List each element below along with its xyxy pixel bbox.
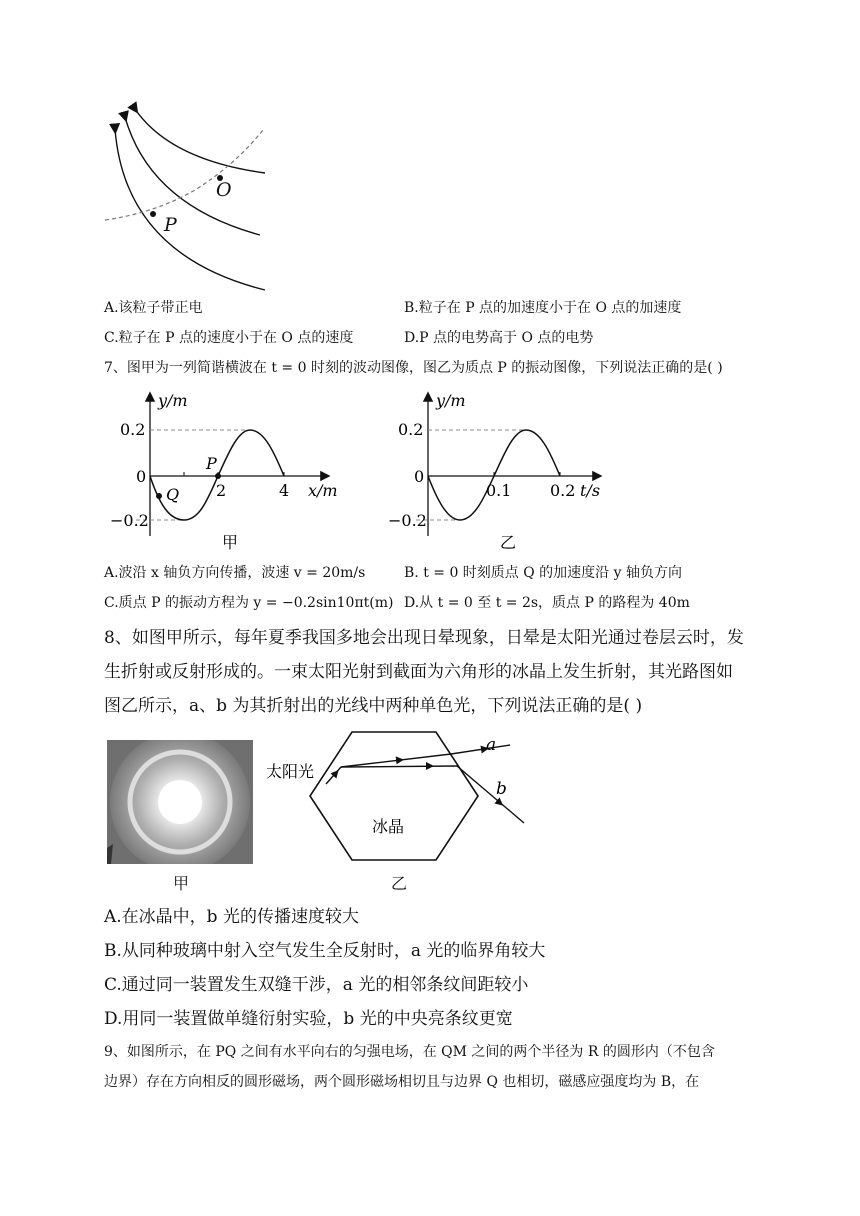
ray-b-label: b [496,779,507,799]
caption-yi: 乙 [391,874,408,893]
q6-option-d: D.P 点的电势高于 O 点的电势 [404,330,594,346]
q9-stem-line-1: 9、如图所示，在 PQ 之间有水平向右的匀强电场，在 QM 之间的两个半径为 R 的圆形内（不包含 [104,1044,715,1060]
point-p-label: P [164,214,177,236]
ylabel: y/m [436,391,466,410]
ytick-top: 0.2 [120,420,146,439]
point-q-dot [156,493,162,499]
q8-option-b: B.从同种玻璃中射入空气发生全反射时，a 光的临界角较大 [104,941,546,961]
ray-a-label: a [486,735,497,755]
hexagon [310,732,478,860]
ytick-top: 0.2 [398,420,424,439]
xlabel: x/m [308,481,338,500]
trajectory-dashed [105,130,263,220]
q8-option-d: D.用同一装置做单缝衍射实验，b 光的中央亮条纹更宽 [104,1009,513,1029]
refracted-a [341,754,451,767]
q7-option-d: D.从 t = 0 至 t = 2s，质点 P 的路程为 40m [404,595,690,611]
q9-stem-line-2: 边界）存在方向相反的圆形磁场，两个圆形磁场相切且与边界 Q 也相切，磁感应强度均为 B，在 [104,1074,700,1090]
ray-b-out [457,766,524,823]
q8-stem-line-2: 生折射或反射形成的。一束太阳光射到截面为六角形的冰晶上发生折射，其光路图如 [104,662,733,682]
vibration-curve [428,430,560,520]
q7-stem: 7、图甲为一列简谐横波在 t = 0 时刻的波动图像，图乙为质点 P 的振动图像，下列说法正确的是( ) [104,360,723,376]
point-p-dot [215,473,221,479]
q6-option-b: B.粒子在 P 点的加速度小于在 O 点的加速度 [404,300,682,316]
sunlight-label: 太阳光 [266,762,315,781]
ylabel: y/m [158,391,188,410]
ray-a-out [451,745,510,754]
field-line-1 [135,109,265,173]
xtick-4: 4 [279,481,290,500]
q7-vibration-graph-yi [380,388,620,558]
q6-option-a: A.该粒子带正电 [104,300,203,316]
q7-option-c: C.质点 P 的振动方程为 y = −0.2sin10πt(m) [104,595,394,611]
xtick-2: 2 [216,481,227,500]
point-p-dot [150,211,156,217]
q8-stem-line-3: 图乙所示，a、b 为其折射出的光线中两种单色光，下列说法正确的是( ) [104,696,643,716]
q6-field-figure [95,95,275,295]
caption-yi: 乙 [500,533,517,552]
q8-option-a: A.在冰晶中，b 光的传播速度较大 [104,907,359,927]
q7-option-b: B. t = 0 时刻质点 Q 的加速度沿 y 轴负方向 [404,565,682,581]
caption-jia: 甲 [222,533,239,552]
point-q-label: Q [166,485,180,504]
q6-option-c: C.粒子在 P 点的速度小于在 O 点的速度 [104,330,354,346]
halo-photo [107,740,253,864]
caption-jia: 甲 [173,874,190,893]
ytick-bottom: −0.2 [388,511,427,530]
point-p-label: P [206,454,217,473]
xtick-0.1: 0.1 [486,481,512,500]
refracted-b [341,766,457,767]
q7-option-a: A.波沿 x 轴负方向传播，波速 v = 20m/s [104,565,366,581]
ice-label: 冰晶 [372,817,405,836]
ytick-zero: 0 [414,467,425,486]
xtick-0.2: 0.2 [550,481,576,500]
ytick-zero: 0 [136,467,147,486]
point-o-label: O [216,179,232,201]
q7-wave-graph-jia [100,388,350,558]
xlabel: t/s [580,481,601,500]
q8-stem-line-1: 8、如图甲所示，每年夏季我国多地会出现日晕现象，日晕是太阳光通过卷层云时，发 [104,628,744,648]
ice-crystal-diagram [260,730,540,870]
ytick-bottom: −0.2 [110,511,149,530]
q8-option-c: C.通过同一装置发生双缝干涉，a 光的相邻条纹间距较小 [104,975,529,995]
